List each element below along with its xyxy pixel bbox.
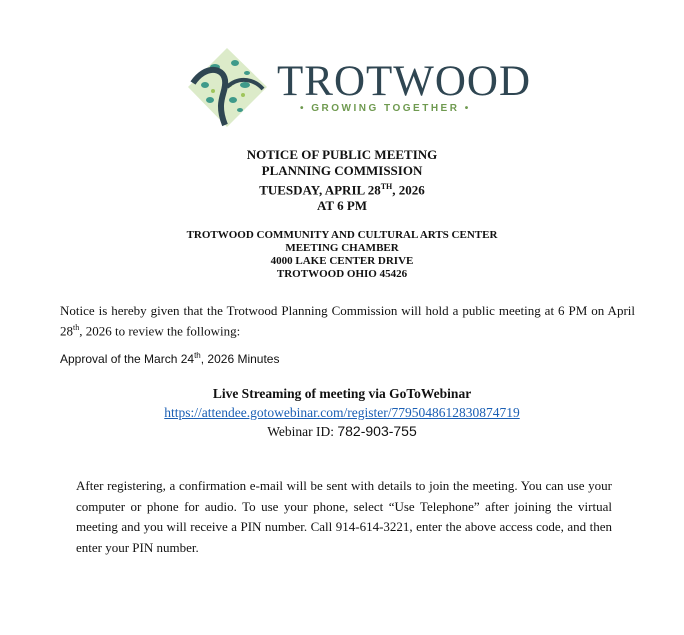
heading-date: TUESDAY, APRIL 28TH, 2026 <box>259 182 425 198</box>
instructions-paragraph: After registering, a confirmation e-mail will be sent with details to join the meeting. You can use your computer or phone for audio. To use your phone, select “Use Telephone” after joining the virtual meeting and you will receive a PIN number. Call 914-614-3221, enter the above access code, and then enter your PIN number. <box>76 478 612 555</box>
heading-line: AT 6 PM <box>316 198 368 214</box>
intro-paragraph: Notice is hereby given that the Trotwood Planning Commission will hold a public meeting at 6 PM on April 28th, 2026 to review the following: <box>60 303 635 339</box>
webinar-link[interactable]: https://attendee.gotowebinar.com/register/7795048612830874719 <box>164 405 520 420</box>
webinar-block <box>0 384 684 441</box>
agenda-item: Approval of the March 24th, 2026 Minutes <box>60 351 280 366</box>
tree-icon <box>185 45 270 130</box>
notice-heading <box>0 147 684 214</box>
webinar-id: Webinar ID: 782-903-755 <box>267 423 417 439</box>
heading-line: NOTICE OF PUBLIC MEETING <box>246 147 438 162</box>
location-line: TROTWOOD OHIO 45426 <box>276 268 408 280</box>
logo-tagline: • GROWING TOGETHER • <box>300 103 471 114</box>
logo-wordmark: TROTWOOD <box>277 58 532 105</box>
heading-line: PLANNING COMMISSION <box>261 163 423 178</box>
trotwood-logo <box>185 45 532 130</box>
location-block <box>0 229 684 281</box>
location-line: 4000 LAKE CENTER DRIVE <box>270 255 414 267</box>
location-line: MEETING CHAMBER <box>285 242 399 254</box>
webinar-title: Live Streaming of meeting via GoToWebinar <box>212 386 472 401</box>
location-line: TROTWOOD COMMUNITY AND CULTURAL ARTS CENTER <box>186 229 498 241</box>
